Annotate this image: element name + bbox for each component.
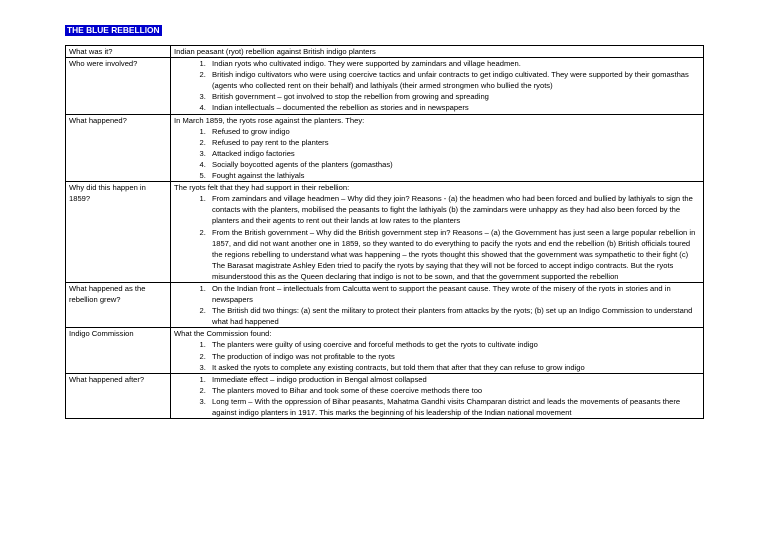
list-item: 1. Immediate effect – indigo production in Bengal almost collapsed bbox=[208, 374, 700, 385]
question-cell: Who were involved? bbox=[66, 58, 171, 114]
table-row bbox=[66, 182, 704, 283]
question-cell: Why did this happen in 1859? bbox=[66, 182, 171, 283]
answer-cell bbox=[171, 58, 704, 114]
question-cell: Indigo Commission bbox=[66, 328, 171, 373]
answer-intro: What the Commission found: bbox=[174, 329, 272, 339]
answer-cell bbox=[171, 46, 704, 58]
document-title: THE BLUE REBELLION bbox=[67, 25, 160, 35]
answer-cell bbox=[171, 373, 704, 418]
question-cell: What happened after? bbox=[66, 373, 171, 418]
answer-list bbox=[174, 283, 700, 327]
answer-cell bbox=[171, 182, 704, 283]
list-item: 1. From zamindars and village headmen – Why did they join? Reasons - (a) the headmen who had been forced and bullied by lathiyals to sign the contacts with the planters, mobilised the peasants to fight the lathiyals (b) the zamindars were unhappy as they had also been forced by the planters and their agents to rent out their lands at low rates to the planters bbox=[208, 193, 700, 226]
notes-table-body bbox=[66, 46, 704, 419]
answer-intro: The ryots felt that they had support in their rebellion: bbox=[174, 183, 350, 193]
answer-cell bbox=[171, 282, 704, 327]
question-cell: What was it? bbox=[66, 46, 171, 58]
answer-cell bbox=[171, 328, 704, 373]
table-row bbox=[66, 373, 704, 418]
list-item: 1. On the Indian front – intellectuals from Calcutta went to support the peasant cause. They wrote of the misery of the ryots in stories and in newspapers bbox=[208, 283, 700, 305]
list-item: 3. Attacked indigo factories bbox=[208, 148, 700, 159]
list-item: 3. Long term – With the oppression of Bihar peasants, Mahatma Gandhi visits Champaran district and leads the movements of peasants there against indigo planters in 1917. This marks the beginning of his leadership of the Indian national movement bbox=[208, 396, 700, 418]
table-row bbox=[66, 46, 704, 58]
list-item: 2. The planters moved to Bihar and took some of these coercive methods there too bbox=[208, 385, 700, 396]
table-row bbox=[66, 328, 704, 373]
answer-intro: Indian peasant (ryot) rebellion against British indigo planters bbox=[174, 47, 376, 56]
list-item: 2. British indigo cultivators who were using coercive tactics and unfair contracts to get indigo cultivated. They were supported by their gomasthas (agents who collected rent on their behalf) and lathiyals (their armed strongmen who bullied the ryots) bbox=[208, 69, 700, 91]
table-row bbox=[66, 114, 704, 182]
answer-list bbox=[174, 58, 700, 113]
list-item: 2. Refused to pay rent to the planters bbox=[208, 137, 700, 148]
answer-list bbox=[174, 193, 700, 282]
answer-list bbox=[174, 339, 700, 372]
table-row bbox=[66, 58, 704, 114]
list-item: 1. Refused to grow indigo bbox=[208, 126, 700, 137]
list-item: 1. Indian ryots who cultivated indigo. They were supported by zamindars and village headmen. bbox=[208, 58, 700, 69]
list-item: 2. The production of indigo was not profitable to the ryots bbox=[208, 351, 700, 362]
list-item: 5. Fought against the lathiyals bbox=[208, 170, 700, 181]
list-item: 3. British government – got involved to stop the rebellion from growing and spreading bbox=[208, 91, 700, 102]
question-cell: What happened as the rebellion grew? bbox=[66, 282, 171, 327]
question-cell: What happened? bbox=[66, 114, 171, 182]
answer-cell bbox=[171, 114, 704, 182]
list-item: 4. Socially boycotted agents of the planters (gomasthas) bbox=[208, 159, 700, 170]
list-item: 4. Indian intellectuals – documented the rebellion as stories and in newspapers bbox=[208, 102, 700, 113]
answer-list bbox=[174, 374, 700, 418]
answer-list bbox=[174, 126, 700, 181]
answer-intro: In March 1859, the ryots rose against the planters. They: bbox=[174, 115, 365, 125]
notes-table bbox=[65, 45, 704, 419]
table-row bbox=[66, 282, 704, 327]
list-item: 2. From the British government – Why did the British government step in? Reasons – (a) the Government has just seen a large popular rebellion in 1857, and did not want another one in 1859, so they wanted to do everything to pacify the ryots and end the rebellion (b) British officials toured the regions rebelling to understand what was happening – the ryots thought this showed that the government was sympathetic to their fight (c) The Barasat magistrate Ashley Eden tried to pacify the ryots by saying that they will not be forced to accept indigo contracts. But the ryots misunderstood this as the Queen declaring that indigo is not to be sown, and that the government supported the rebellion bbox=[208, 227, 700, 282]
list-item: 3. It asked the ryots to complete any existing contracts, but told them that after that they can refuse to grow indigo bbox=[208, 362, 700, 373]
list-item: 2. The British did two things: (a) sent the military to protect their planters from attacks by the ryots; (b) set up an Indigo Commission to understand what had happened bbox=[208, 305, 700, 327]
list-item: 1. The planters were guilty of using coercive and forceful methods to get the ryots to cultivate indigo bbox=[208, 339, 700, 350]
